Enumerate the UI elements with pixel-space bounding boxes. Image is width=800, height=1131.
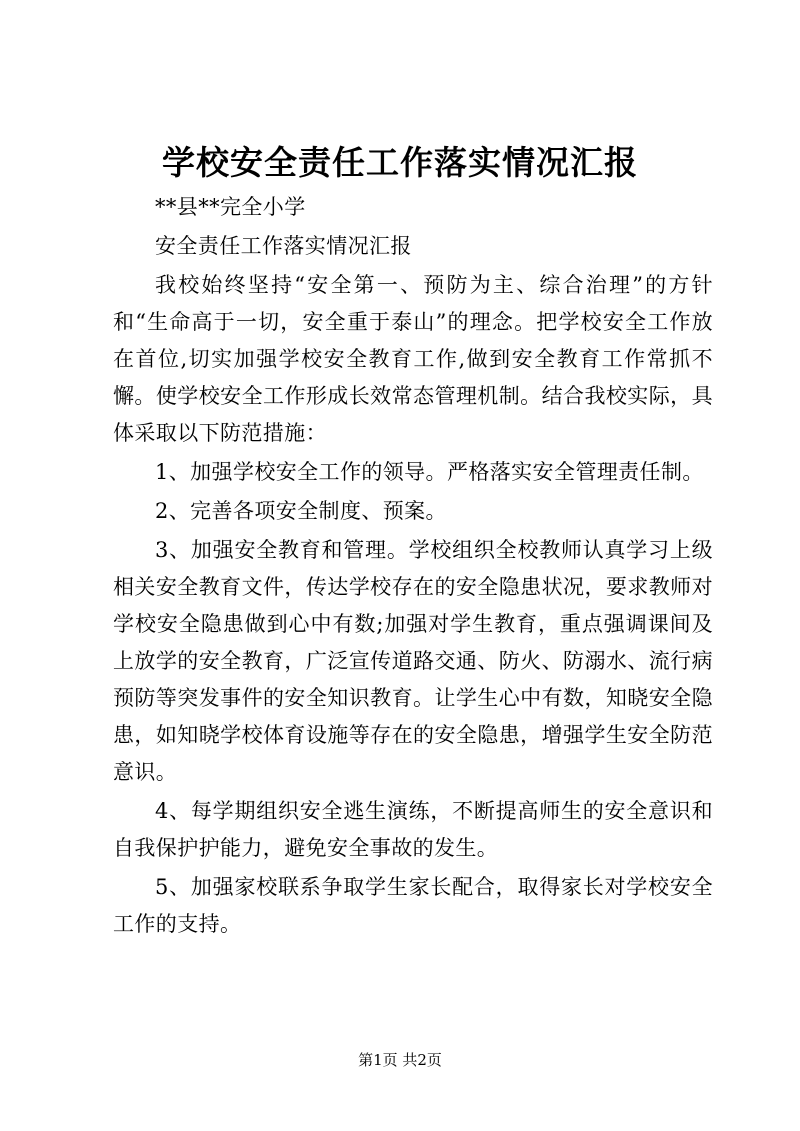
report-subtitle: 安全责任工作落实情况汇报 [155,234,412,258]
measure-item-1: 1、加强学校安全工作的领导。严格落实安全管理责任制。 [155,460,704,484]
measure-item-2: 2、完善各项安全制度、预案。 [155,499,447,523]
measure-item-5: 5、加强家校联系争取学生家长配合，取得家长对学校安全工作的支持。 [113,875,713,936]
document-body [113,189,713,945]
page-number-footer: 第1页 共2页 [358,1051,442,1069]
measure-item-3: 3、加强安全教育和管理。学校组织全校教师认真学习上级相关安全教育文件，传达学校存在的安全隐患状况，要求教师对学校安全隐患做到心中有数;加强对学生教育，重点强调课间及上放学的安全教育，广泛宣传道路交通、防火、防溺水、流行病预防等突发事件的安全知识教育。让学生心中有数，知晓安全隐患，如知晓学校体育设施等存在的安全隐患，增强学生安全防范意识。 [113,538,713,784]
intro-paragraph: 我校始终坚持“安全第一、预防为主、综合治理”的方针和“生命高于一切，安全重于泰山”的理念。把学校安全工作放在首位,切实加强学校安全教育工作,做到安全教育工作常抓不懈。使学校安全工作形成长效常态管理机制。结合我校实际，具体采取以下防范措施： [113,273,713,445]
document-title: 学校安全责任工作落实情况汇报 [162,143,638,182]
school-name-line: **县**完全小学 [155,195,306,219]
measure-item-4: 4、每学期组织安全逃生演练，不断提高师生的安全意识和自我保护护能力，避免安全事故的发生。 [113,799,713,860]
